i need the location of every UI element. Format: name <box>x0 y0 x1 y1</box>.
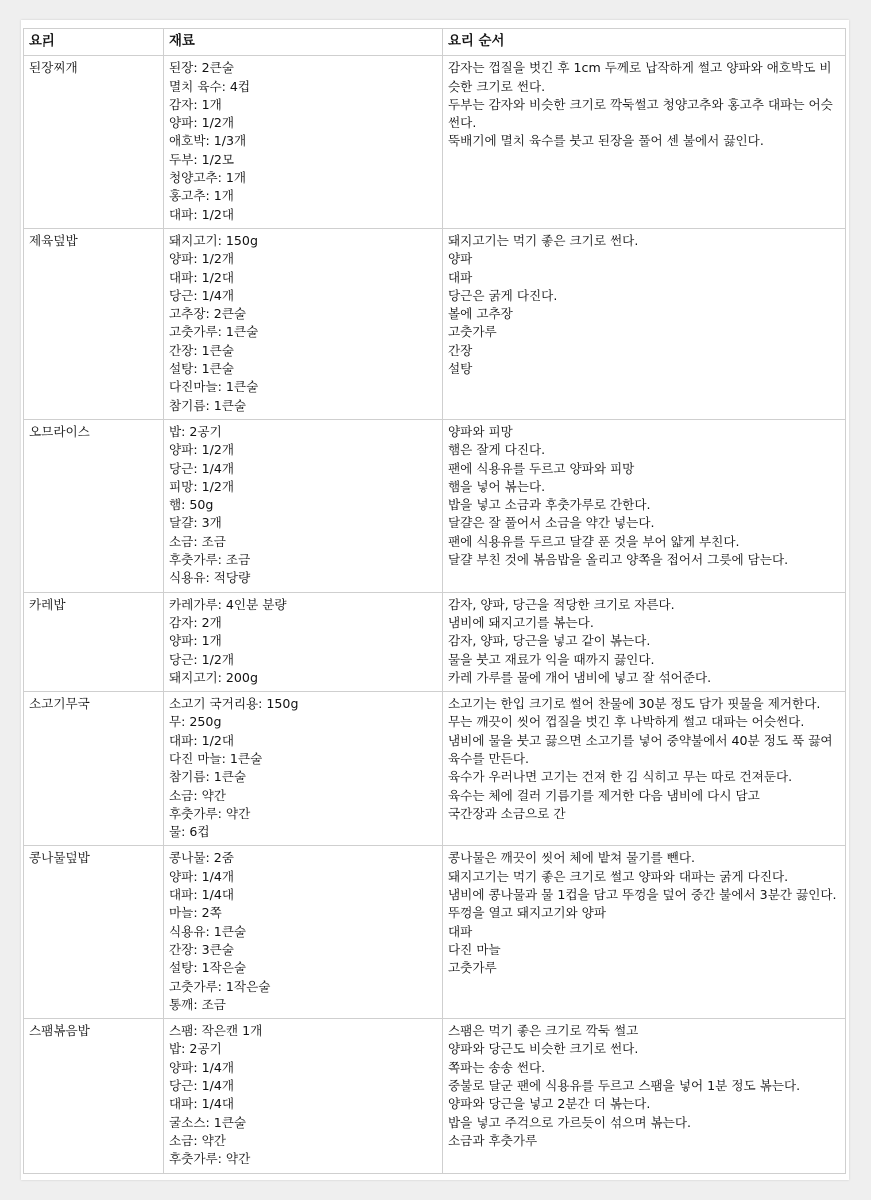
header-ingredients: 재료 <box>164 29 443 56</box>
ingredient-item: 대파: 1/4대 <box>169 1096 235 1112</box>
ingredients-cell <box>164 846 443 1019</box>
dish-name-cell: 된장찌개 <box>24 56 164 229</box>
ingredient-item: 애호박: 1/3개 <box>169 133 247 149</box>
ingredient-item: 대파: 1/4대 <box>169 887 235 903</box>
step-item: 소고기는 한입 크기로 썰어 찬물에 30분 정도 담가 핏물을 제거한다. <box>448 696 821 712</box>
ingredient-item: 소금: 약간 <box>169 1132 226 1148</box>
ingredient-item: 카레가루: 4인분 분량 <box>169 596 287 612</box>
step-item: 밥을 넣고 소금과 후춧가루로 간한다. <box>448 497 651 513</box>
table-row <box>24 56 846 229</box>
step-item: 볼에 고추장 <box>448 306 513 322</box>
steps-cell <box>443 592 846 691</box>
table-row <box>24 592 846 691</box>
ingredient-item: 양파: 1/2개 <box>169 251 235 267</box>
ingredient-item: 설탕: 1작은술 <box>169 960 247 976</box>
steps-cell <box>443 419 846 592</box>
ingredient-item: 다진 마늘: 1큰술 <box>169 750 263 766</box>
step-item: 돼지고기는 먹기 좋은 크기로 썰고 양파와 대파는 굵게 다진다. <box>448 868 789 884</box>
step-item: 팬에 식용유를 두르고 양파와 피망 <box>448 460 635 476</box>
ingredient-item: 굴소스: 1큰술 <box>169 1114 247 1130</box>
step-item: 간장 <box>448 342 473 358</box>
table-row <box>24 692 846 846</box>
ingredient-item: 물: 6컵 <box>169 824 210 840</box>
step-item: 대파 <box>448 269 473 285</box>
ingredients-cell <box>164 692 443 846</box>
step-item: 양파 <box>448 251 473 267</box>
dish-name-cell: 카레밥 <box>24 592 164 691</box>
ingredient-item: 무: 250g <box>169 714 222 730</box>
ingredient-item: 간장: 1큰술 <box>169 342 234 358</box>
ingredient-item: 참기름: 1큰술 <box>169 397 247 413</box>
step-item: 육수가 우러나면 고기는 건져 한 김 식히고 무는 따로 건져둔다. <box>448 769 793 785</box>
steps-cell <box>443 846 846 1019</box>
ingredient-item: 후춧가루: 약간 <box>169 805 251 821</box>
ingredients-cell <box>164 228 443 419</box>
ingredient-item: 다진마늘: 1큰술 <box>169 379 259 395</box>
ingredient-item: 두부: 1/2모 <box>169 151 235 167</box>
ingredient-item: 고춧가루: 1작은술 <box>169 978 271 994</box>
step-item: 냄비에 콩나물과 물 1컵을 담고 뚜껑을 덮어 중간 불에서 3분간 끓인다. <box>448 887 837 903</box>
header-steps: 요리 순서 <box>443 29 846 56</box>
ingredient-item: 참기름: 1큰술 <box>169 769 247 785</box>
step-item: 햄을 넣어 볶는다. <box>448 478 546 494</box>
step-item: 돼지고기는 먹기 좋은 크기로 썬다. <box>448 232 639 248</box>
step-item: 카레 가루를 물에 개어 냄비에 넣고 잘 섞어준다. <box>448 669 712 685</box>
ingredient-item: 당근: 1/4개 <box>169 1078 235 1094</box>
table-row <box>24 1019 846 1173</box>
step-item: 양파와 당근을 넣고 2분간 더 볶는다. <box>448 1096 651 1112</box>
step-item: 감자는 껍질을 벗긴 후 1cm 두께로 납작하게 썰고 양파와 애호박도 비슷한 크기로 썬다. <box>448 60 832 94</box>
ingredient-item: 햄: 50g <box>169 497 214 513</box>
ingredient-item: 스팸: 작은캔 1개 <box>169 1023 263 1039</box>
step-item: 당근은 굵게 다진다. <box>448 287 558 303</box>
ingredient-item: 소금: 약간 <box>169 787 226 803</box>
dish-name-cell: 제육덮밥 <box>24 228 164 419</box>
step-item: 밥을 넣고 주걱으로 가르듯이 섞으며 볶는다. <box>448 1114 691 1130</box>
step-item: 두부는 감자와 비슷한 크기로 깍둑썰고 청양고추와 홍고추 대파는 어슷썬다. <box>448 96 833 131</box>
step-item: 양파와 피망 <box>448 423 513 439</box>
ingredient-item: 돼지고기: 150g <box>169 232 258 248</box>
step-item: 쪽파는 송송 썬다. <box>448 1059 546 1075</box>
ingredient-item: 당근: 1/2개 <box>169 651 235 667</box>
dish-name-cell: 오므라이스 <box>24 419 164 592</box>
steps-cell <box>443 56 846 229</box>
ingredient-item: 멸치 육수: 4컵 <box>169 78 251 94</box>
ingredient-item: 소고기 국거리용: 150g <box>169 696 299 712</box>
ingredient-item: 피망: 1/2개 <box>169 478 235 494</box>
ingredient-item: 청양고추: 1개 <box>169 170 247 186</box>
ingredient-item: 양파: 1/4개 <box>169 868 235 884</box>
step-item: 감자, 양파, 당근을 적당한 크기로 자른다. <box>448 596 675 612</box>
dish-name-cell: 스팸볶음밥 <box>24 1019 164 1173</box>
step-item: 스팸은 먹기 좋은 크기로 깍둑 썰고 <box>448 1023 639 1039</box>
ingredient-item: 고춧가루: 1큰술 <box>169 324 259 340</box>
step-item: 달걀은 잘 풀어서 소금을 약간 넣는다. <box>448 515 655 531</box>
ingredient-item: 식용유: 적당량 <box>169 570 251 586</box>
ingredient-item: 식용유: 1큰술 <box>169 923 247 939</box>
ingredient-item: 소금: 조금 <box>169 533 226 549</box>
ingredient-item: 양파: 1/2개 <box>169 115 235 131</box>
step-item: 냄비에 물을 붓고 끓으면 소고기를 넣어 중약불에서 40분 정도 푹 끓여 육수를 만든다. <box>448 732 833 766</box>
step-item: 중불로 달군 팬에 식용유를 두르고 스팸을 넣어 1분 정도 볶는다. <box>448 1078 801 1094</box>
ingredient-item: 양파: 1/2개 <box>169 442 235 458</box>
ingredient-item: 대파: 1/2대 <box>169 732 235 748</box>
step-item: 무는 깨끗이 씻어 껍질을 벗긴 후 나박하게 썰고 대파는 어슷썬다. <box>448 714 805 730</box>
ingredient-item: 양파: 1개 <box>169 633 222 649</box>
ingredient-item: 마늘: 2쪽 <box>169 905 222 921</box>
header-row <box>24 29 846 56</box>
ingredient-item: 밥: 2공기 <box>169 1041 222 1057</box>
ingredients-cell <box>164 56 443 229</box>
ingredient-item: 감자: 2개 <box>169 614 222 630</box>
dish-name-cell: 소고기무국 <box>24 692 164 846</box>
dish-name-cell: 콩나물덮밥 <box>24 846 164 1019</box>
step-item: 콩나물은 깨끗이 씻어 체에 밭쳐 물기를 뺀다. <box>448 850 696 866</box>
table-row <box>24 846 846 1019</box>
step-item: 뚜껑을 열고 돼지고기와 양파 <box>448 905 606 921</box>
ingredients-cell <box>164 592 443 691</box>
step-item: 소금과 후춧가루 <box>448 1132 538 1148</box>
ingredient-item: 양파: 1/4개 <box>169 1059 235 1075</box>
step-item: 대파 <box>448 923 473 939</box>
step-item: 냄비에 돼지고기를 볶는다. <box>448 614 594 630</box>
step-item: 뚝배기에 멸치 육수를 붓고 된장을 풀어 센 불에서 끓인다. <box>448 133 764 149</box>
ingredient-item: 된장: 2큰술 <box>169 60 234 76</box>
step-item: 고춧가루 <box>448 960 497 976</box>
ingredient-item: 당근: 1/4개 <box>169 287 235 303</box>
ingredient-item: 홍고추: 1개 <box>169 188 234 204</box>
ingredient-item: 후춧가루: 조금 <box>169 552 251 568</box>
document-page <box>21 20 849 1180</box>
step-item: 양파와 당근도 비슷한 크기로 썬다. <box>448 1041 639 1057</box>
step-item: 다진 마늘 <box>448 941 501 957</box>
ingredient-item: 돼지고기: 200g <box>169 669 258 685</box>
steps-cell <box>443 228 846 419</box>
step-item: 고춧가루 <box>448 324 497 340</box>
step-item: 팬에 식용유를 두르고 달걀 푼 것을 부어 얇게 부친다. <box>448 533 740 549</box>
step-item: 감자, 양파, 당근을 넣고 같이 볶는다. <box>448 633 651 649</box>
step-item: 달걀 부친 것에 볶음밥을 올리고 양쪽을 접어서 그릇에 담는다. <box>448 552 789 568</box>
ingredient-item: 간장: 3큰술 <box>169 941 234 957</box>
step-item: 설탕 <box>448 361 473 377</box>
recipe-table-body <box>24 56 846 1173</box>
step-item: 육수는 체에 걸러 기름기를 제거한 다음 냄비에 다시 담고 <box>448 787 760 803</box>
table-row <box>24 419 846 592</box>
ingredient-item: 달걀: 3개 <box>169 515 222 531</box>
ingredient-item: 밥: 2공기 <box>169 423 222 439</box>
ingredient-item: 당근: 1/4개 <box>169 460 235 476</box>
ingredient-item: 감자: 1개 <box>169 96 222 112</box>
ingredient-item: 고추장: 2큰술 <box>169 306 247 322</box>
ingredient-item: 설탕: 1큰술 <box>169 361 234 377</box>
ingredients-cell <box>164 1019 443 1173</box>
steps-cell <box>443 692 846 846</box>
recipe-table <box>23 28 846 1174</box>
ingredients-cell <box>164 419 443 592</box>
ingredient-item: 후춧가루: 약간 <box>169 1151 251 1167</box>
ingredient-item: 콩나물: 2줌 <box>169 850 234 866</box>
ingredient-item: 대파: 1/2대 <box>169 206 235 222</box>
step-item: 국간장과 소금으로 간 <box>448 805 566 821</box>
step-item: 물을 붓고 재료가 익을 때까지 끓인다. <box>448 651 655 667</box>
ingredient-item: 통깨: 조금 <box>169 996 226 1012</box>
steps-cell <box>443 1019 846 1173</box>
table-row <box>24 228 846 419</box>
header-dish: 요리 <box>24 29 164 56</box>
step-item: 햄은 잘게 다진다. <box>448 442 546 458</box>
ingredient-item: 대파: 1/2대 <box>169 269 235 285</box>
